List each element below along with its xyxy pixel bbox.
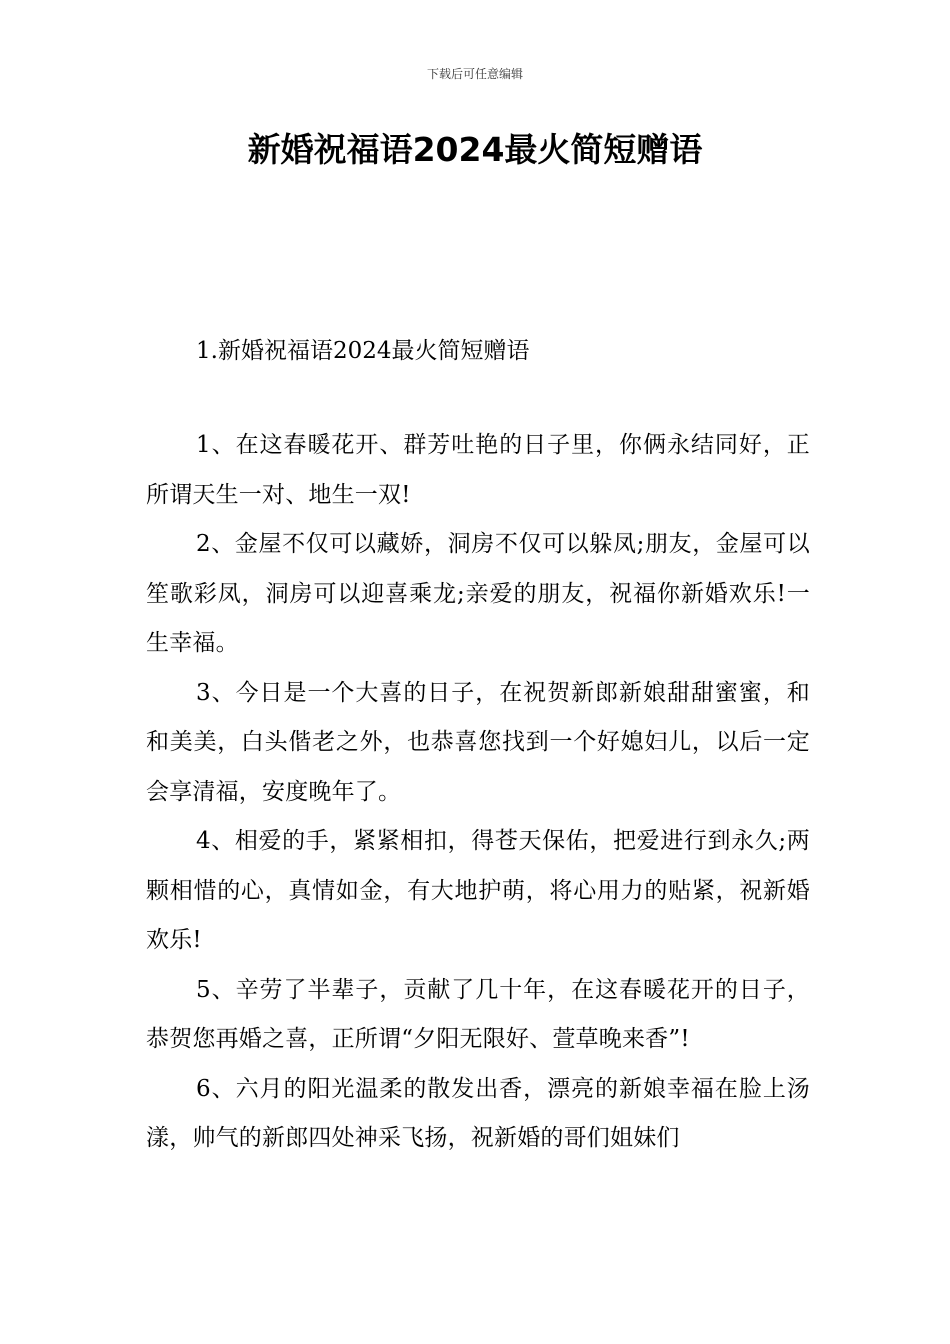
paragraph-4: 4、相爱的手，紧紧相扣，得苍天保佑，把爱进行到永久;两颗相惜的心，真情如金，有大地护萌，将心用力的贴紧，祝新婚欢乐! bbox=[146, 828, 810, 953]
paragraph-5: 5、辛劳了半辈子，贡献了几十年，在这春暖花开的日子，恭贺您再婚之喜，正所谓“夕阳无限好、萱草晚来香”! bbox=[146, 976, 810, 1052]
paragraph-3: 3、今日是一个大喜的日子，在祝贺新郎新娘甜甜蜜蜜，和和美美，白头偕老之外，也恭喜您找到一个好媳妇儿，以后一定会享清福，安度晚年了。 bbox=[146, 679, 810, 805]
paragraph-2: 2、金屋不仅可以藏娇，洞房不仅可以躲凤;朋友，金屋可以笙歌彩凤，洞房可以迎喜乘龙;亲爱的朋友，祝福你新婚欢乐!一生幸福。 bbox=[146, 531, 810, 656]
section-heading: 1.新婚祝福语2024最火简短赠语 bbox=[196, 338, 530, 364]
paragraph-1: 1、在这春暖花开、群芳吐艳的日子里，你俩永结同好，正所谓天生一对、地生一双! bbox=[146, 432, 810, 508]
document-body bbox=[146, 421, 810, 1164]
paragraph-6: 6、六月的阳光温柔的散发出香，漂亮的新娘幸福在脸上汤漾，帅气的新郎四处神采飞扬，祝新婚的哥们姐妹们 bbox=[146, 1075, 810, 1151]
page-title: 新婚祝福语2024最火简短赠语 bbox=[247, 130, 703, 169]
header-note: 下载后可任意编辑 bbox=[426, 67, 523, 81]
